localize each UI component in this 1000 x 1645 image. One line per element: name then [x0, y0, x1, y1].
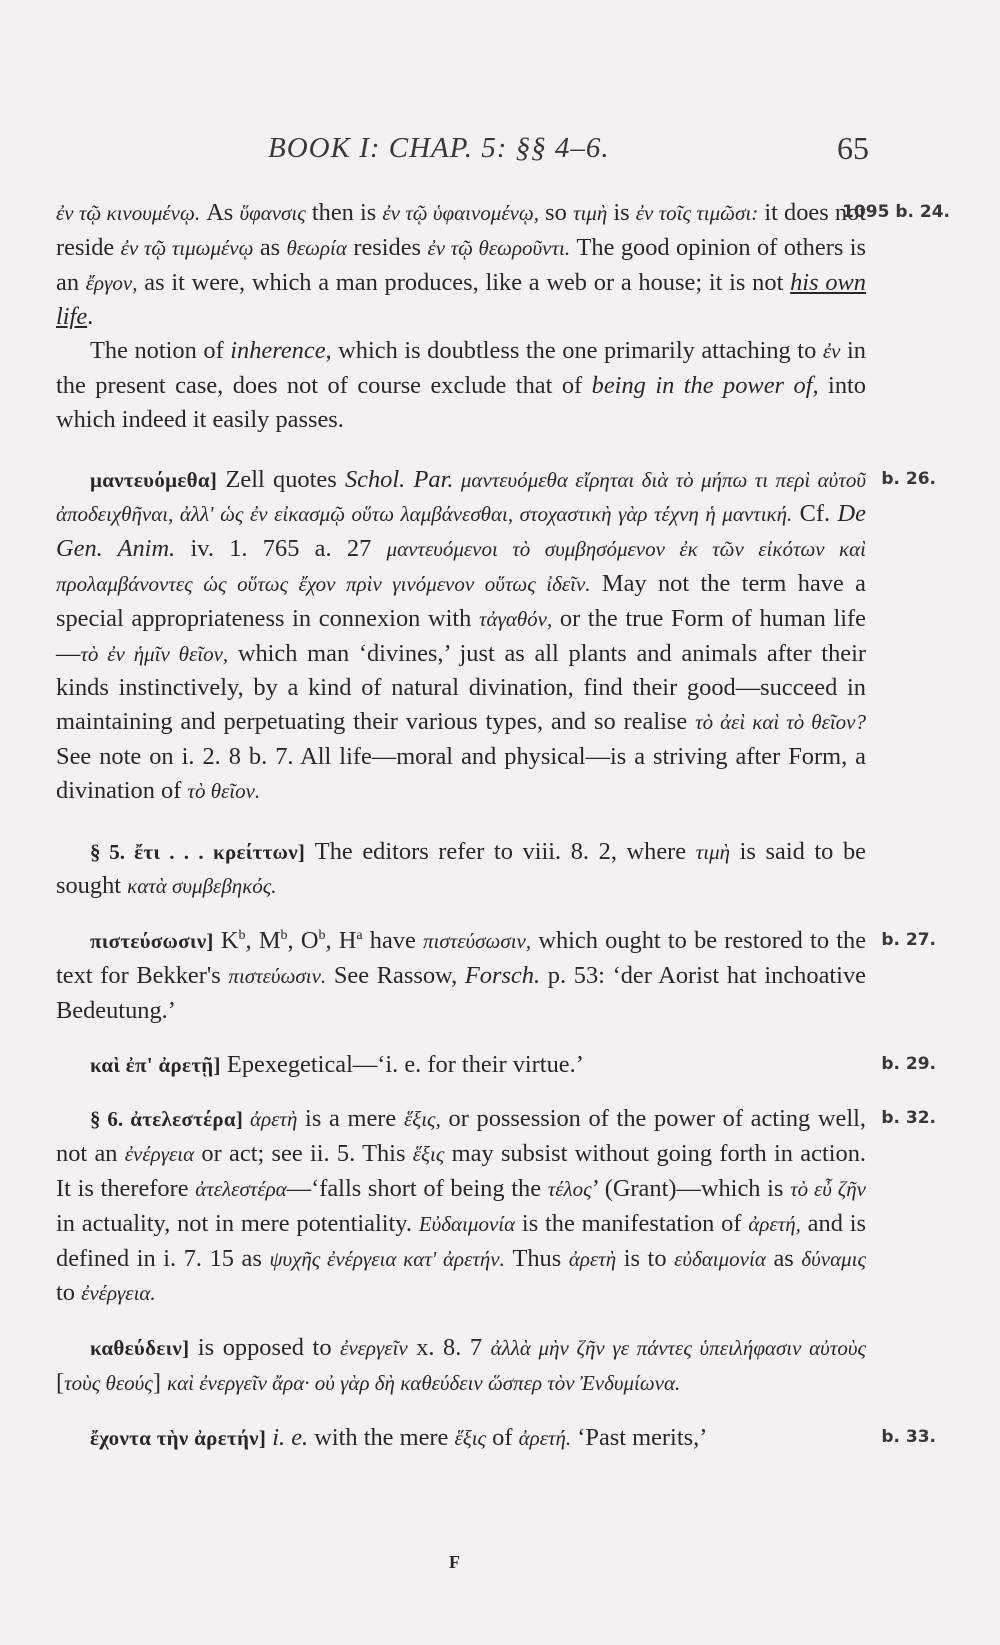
greek-text: ψυχῆς ἐνέργεια κατ' ἀρετήν. — [269, 1246, 505, 1271]
greek-text: τὸ ἀεὶ καὶ τὸ θεῖον? — [695, 710, 867, 735]
greek-text: ἔργον, — [85, 270, 138, 295]
italic-text: inherence, — [230, 337, 332, 365]
margin-reference: b. 27. — [881, 930, 936, 951]
manuscript-siglum: b — [238, 928, 246, 944]
text: As — [200, 199, 240, 226]
greek-text: θεωρία — [286, 235, 347, 260]
text: , H — [325, 927, 357, 955]
greek-text: ἐνέργεια. — [81, 1281, 156, 1306]
greek-text: ἐν τοῖς τιμῶσι: — [635, 201, 759, 225]
text: resides — [346, 233, 428, 261]
greek-text: ἕξις — [412, 1142, 445, 1167]
text: may subsist without going forth in action. It is therefore — [56, 1140, 866, 1202]
text: it does not reside — [56, 199, 866, 261]
greek-text: μαντευόμενοι τὸ συμβησόμενον ἐκ τῶν εἰκότων καὶ προλαμβάνοντες ὡς οὕτως ἔχον πρὶν γινόμενον οὕτως ἰδεῖν. — [56, 537, 866, 596]
greek-text: πιστεύσωσιν, — [423, 929, 532, 954]
text: is a mere — [297, 1105, 404, 1133]
greek-text: μαντευόμεθα εἴρηται διὰ τὸ μήπω τι περὶ αὐτοῦ ἀποδειχθῆναι, ἀλλ' ὡς ἐν εἰκασμῷ οὕτω λαμβάνεσθαι, στοχαστικὴ γὰρ τέχνη ἡ μαντική. — [56, 467, 866, 527]
greek-text: ἕξις — [454, 1425, 487, 1450]
greek-text: ἐνεργεῖν — [340, 1336, 408, 1361]
margin-reference: b. 26. — [881, 468, 936, 489]
italic-text: Schol. Par. — [344, 465, 454, 493]
margin-reference: b. 29. — [881, 1053, 936, 1074]
text: is — [607, 199, 636, 226]
margin-reference: b. 33. — [881, 1426, 936, 1447]
page-number: 65 — [837, 130, 869, 166]
lemma: ἔτι . . . κρείττων] — [125, 839, 306, 864]
greek-text: ἀρετὴ — [243, 1107, 298, 1132]
commentary-body — [56, 196, 950, 1456]
italic-text: De Gen. Anim. — [56, 500, 866, 563]
paragraph-notion-of-inherence — [56, 334, 866, 436]
greek-text: ἀλλὰ μὴν ζῆν γε πάντες ὑπειλήφασιν αὐτοὺς — [490, 1336, 866, 1361]
text: Cf. — [792, 500, 838, 528]
text: ] — [152, 1368, 168, 1396]
text: See Rassow, — [326, 961, 465, 989]
text: or act; see ii. 5. This — [194, 1140, 413, 1168]
greek-text: ἐν τῷ τιμωμένῳ — [120, 235, 254, 260]
text: May not the term have a special appropriateness in connexion with — [56, 569, 866, 632]
text: so — [539, 199, 573, 226]
greek-text: τιμὴ — [695, 839, 731, 864]
greek-text: ἀρετή, — [748, 1211, 801, 1236]
signature-mark: F — [449, 1552, 461, 1572]
manuscript-siglum: b — [318, 928, 326, 944]
text: or possession of the power of acting well, not an — [56, 1105, 867, 1168]
text: ‘Past merits,’ — [571, 1423, 708, 1451]
text: is opposed to — [189, 1334, 341, 1362]
greek-text: τοὺς θεούς — [64, 1370, 153, 1395]
text: which man ‘divines,’ just as all plants and animals after their kinds instinctively, by a kind of natural divination, find their good—succeed in maintaining and perpetuating their various types, and so realise — [56, 639, 866, 736]
text: in the present case, does not of course exclude that of — [56, 337, 866, 399]
greek-text: τὸ θεῖον. — [187, 778, 261, 803]
margin-reference: b. 32. — [881, 1108, 936, 1129]
paragraph-inherence-of-honour — [56, 196, 950, 334]
text: —‘falls short of being the — [286, 1174, 548, 1202]
text: See note on i. 2. 8 b. 7. All life—moral and physical—is a striving after Form, a divination of — [56, 742, 866, 804]
note-section-6-atelestera — [56, 1102, 936, 1311]
note-manteuometha — [56, 463, 936, 809]
lemma: ἔχοντα τὴν ἀρετήν] — [90, 1425, 267, 1450]
manuscript-siglum: a — [356, 928, 363, 944]
note-kai-ep-arete — [56, 1048, 936, 1083]
text: , O — [287, 927, 319, 955]
text: is to — [616, 1244, 675, 1272]
greek-text: τιμὴ — [572, 201, 608, 225]
greek-text: τὸ εὖ ζῆν — [790, 1176, 866, 1201]
greek-text: ἐν τῷ θεωροῦντι. — [427, 235, 571, 260]
lemma: καὶ ἐπ' ἀρετῇ] — [90, 1052, 221, 1077]
text: which is doubtless the one primarily attaching to — [331, 337, 823, 365]
greek-text: τὸ ἐν ἡμῖν θεῖον, — [80, 641, 229, 666]
text: The editors refer to viii. 8. 2, where — [305, 837, 696, 865]
greek-text: ἀρετὴ — [568, 1246, 617, 1271]
text: . — [87, 303, 94, 331]
running-head: BOOK I: CHAP. 5: §§ 4–6. — [268, 132, 610, 164]
page-header — [0, 128, 1000, 178]
greek-text: πιστεύωσιν. — [228, 963, 327, 988]
greek-text: ἕξις, — [403, 1107, 441, 1132]
greek-text: ἐν τῷ ὑφαινομένῳ, — [382, 201, 540, 225]
section-number: § 5. — [90, 839, 126, 864]
italic-text: Forsch. — [464, 961, 541, 989]
note-pisteusosin — [56, 924, 936, 1027]
manuscript-siglum: b — [280, 928, 288, 944]
lemma: πιστεύσωσιν] — [90, 929, 214, 954]
lemma: ἀτελεστέρα] — [123, 1107, 244, 1132]
lemma: μαντευόμεθα] — [90, 467, 218, 492]
text: then is — [305, 199, 383, 226]
text: [ — [56, 1368, 65, 1396]
text: in actuality, not in mere potentiality. — [56, 1209, 419, 1237]
greek-text: ἀρετή. — [518, 1425, 572, 1450]
text: as it were, which a man produces, like a web or a house; it is not — [137, 268, 791, 296]
greek-text: τέλος — [547, 1176, 592, 1201]
text: have — [362, 927, 424, 955]
text: is the manifestation of — [515, 1209, 749, 1237]
italic-text: being in the power of, — [591, 371, 819, 399]
text: The good opinion of others is an — [56, 233, 866, 296]
lemma: καθεύδειν] — [90, 1336, 190, 1361]
greek-text: Εὐδαιμονία — [418, 1211, 516, 1236]
greek-text: δύναμις — [801, 1246, 866, 1271]
text: and is defined in i. 7. 15 as — [56, 1209, 866, 1272]
text: Zell quotes — [217, 465, 345, 493]
text: K — [213, 927, 239, 955]
greek-text: ἐν — [822, 339, 841, 364]
note-katheudein — [56, 1331, 866, 1401]
text: p. 53: ‘der Aorist hat inchoative Bedeutung.’ — [56, 961, 866, 1024]
text: of — [486, 1423, 519, 1451]
text: to — [56, 1279, 82, 1307]
text: iv. 1. 765 a. 27 — [175, 535, 387, 563]
text: , M — [245, 927, 281, 955]
text: The notion of — [90, 337, 231, 365]
text: Epexegetical—‘i. e. for their virtue.’ — [220, 1050, 584, 1078]
greek-text: εὐδαιμονία — [674, 1246, 766, 1271]
greek-text: ἀτελεστέρα — [195, 1176, 287, 1201]
greek-text: ὕφανσις — [239, 201, 306, 225]
text: with the mere — [308, 1423, 455, 1451]
margin-reference: 1095 b. 24. — [842, 202, 950, 222]
greek-text: ἐν τῷ κινουμένῳ. — [56, 201, 201, 225]
underlined-phrase: his own life — [56, 268, 866, 331]
text: as — [253, 233, 287, 261]
greek-text: καὶ ἐνεργεῖν ἄρα· οὐ γὰρ δὴ καθεύδειν ὥσπερ τὸν Ἐνδυμίωνα. — [167, 1370, 681, 1395]
section-number: § 6. — [90, 1107, 124, 1132]
text: or the true Form of human life— — [56, 604, 866, 667]
note-echonta-ten-areten — [56, 1421, 936, 1456]
text: is said to be sought — [56, 837, 866, 900]
text: Thus — [504, 1244, 569, 1272]
italic-text: i. e. — [266, 1423, 309, 1451]
note-section-5-eti-kreitton — [56, 835, 866, 905]
greek-text: ἐνέργεια — [124, 1142, 195, 1167]
greek-text: τἀγαθόν, — [479, 606, 553, 631]
text: as — [765, 1244, 802, 1272]
text: which ought to be restored to the text for Bekker's — [56, 927, 867, 989]
greek-text: κατὰ συμβεβηκός. — [127, 874, 277, 899]
text: into which indeed it easily passes. — [56, 371, 866, 433]
text: x. 8. 7 — [407, 1334, 491, 1362]
text: ’ (Grant)—which is — [591, 1174, 791, 1202]
